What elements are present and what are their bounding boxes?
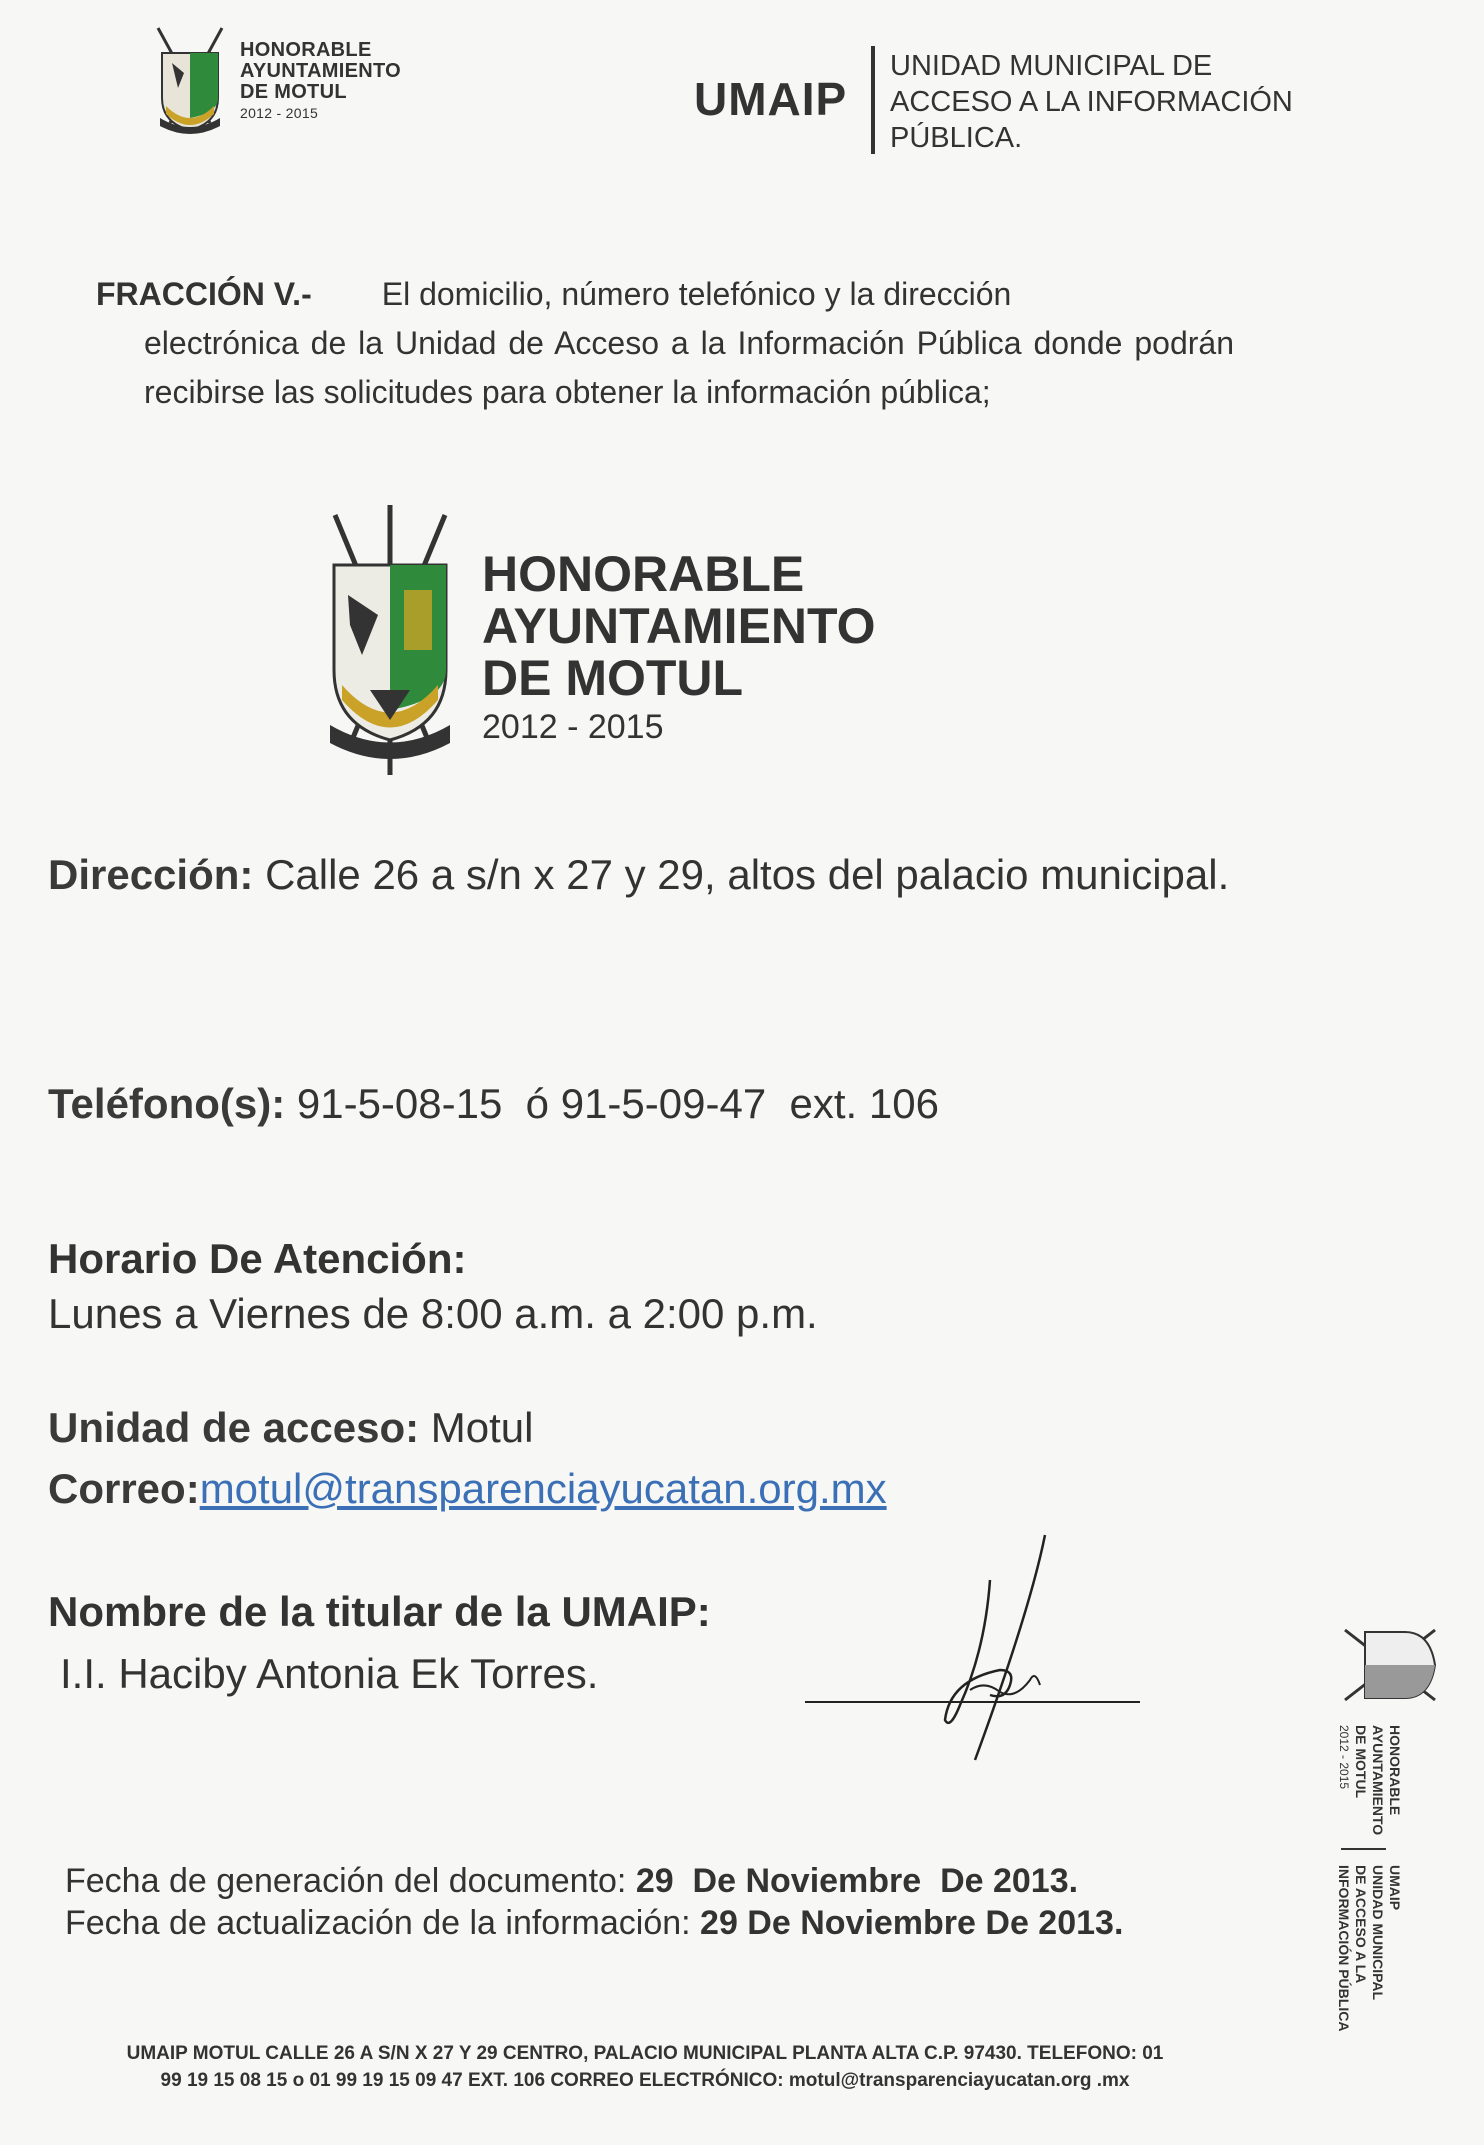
- signature-icon: [800, 1530, 1145, 1770]
- horario-label: Horario De Atención:: [48, 1235, 467, 1282]
- fraccion-label: FRACCIÓN V.-: [96, 276, 312, 312]
- footer-address: UMAIP MOTUL CALLE 26 A S/N X 27 Y 29 CENTRO, PALACIO MUNICIPAL PLANTA ALTA C.P. 97430. TELEFONO: 01 99 19 15 08 15 o 01 99 19 15 09 47 EXT. 106 CORREO ELECTRÓNICO: motul@transparenciayucatan.org .mx: [126, 2043, 1164, 2091]
- unidad-line: [48, 1404, 533, 1452]
- side-divider: [1341, 1848, 1386, 1850]
- fecha-generacion: Fecha de generación del documento: 29 De Noviembre De 2013.: [65, 1862, 1079, 1900]
- fecha-actualizacion: Fecha de actualización de la información: 29 De Noviembre De 2013.: [65, 1904, 1124, 1942]
- side-stamp: [1335, 1610, 1445, 2060]
- titular-label: Nombre de la titular de la UMAIP:: [48, 1588, 711, 1635]
- side-coat-of-arms-icon: [1335, 1610, 1445, 1720]
- fraccion-text-first: El domicilio, número telefónico y la dirección: [381, 276, 1012, 312]
- correo-line: [48, 1465, 887, 1513]
- telefono-value: 91-5-08-15 ó 91-5-09-47 ext. 106: [296, 1080, 939, 1127]
- header-divider: [871, 46, 875, 154]
- fraccion-text-rest: electrónica de la Unidad de Acceso a la Información Pública donde podrán recibirse las solicitudes para obtener la información pública;: [144, 325, 1234, 410]
- coat-of-arms-icon: [150, 18, 230, 138]
- side-umaip-name: UMAIP UNIDAD MUNICIPAL DE ACCESO A LA INFORMACIÓN PÚBLICA: [1336, 1865, 1403, 2032]
- direccion-value: Calle 26 a s/n x 27 y 29, altos del palacio municipal.: [265, 851, 1230, 898]
- coat-of-arms-large-icon: [320, 505, 460, 780]
- header-org-name: HONORABLE AYUNTAMIENTO DE MOTUL 2012 - 2015: [240, 39, 402, 121]
- side-org-name: HONORABLE AYUNTAMIENTO DE MOTUL 2012 - 2015: [1337, 1725, 1403, 1836]
- unidad-value: Motul: [430, 1404, 534, 1451]
- center-org-name: HONORABLE AYUNTAMIENTO DE MOTUL 2012 - 2015: [482, 546, 876, 746]
- direccion-label: Dirección:: [48, 851, 254, 898]
- umaip-acronym: UMAIP: [694, 73, 848, 125]
- telefono-line: [48, 1080, 939, 1128]
- fechas-block: [65, 1860, 1123, 1944]
- umaip-full-name: UNIDAD MUNICIPAL DE ACCESO A LA INFORMACIÓN PÚBLICA.: [890, 50, 1293, 154]
- unidad-label: Unidad de acceso:: [48, 1404, 420, 1451]
- direccion-line: [48, 845, 1234, 905]
- correo-label: Correo:: [48, 1465, 200, 1512]
- horario-value: Lunes a Viernes de 8:00 a.m. a 2:00 p.m.: [48, 1290, 818, 1337]
- correo-link[interactable]: motul@transparenciayucatan.org.mx: [199, 1465, 887, 1512]
- titular-value: I.I. Haciby Antonia Ek Torres.: [60, 1650, 599, 1697]
- fraccion-paragraph: [96, 270, 1234, 417]
- telefono-label: Teléfono(s):: [48, 1080, 286, 1127]
